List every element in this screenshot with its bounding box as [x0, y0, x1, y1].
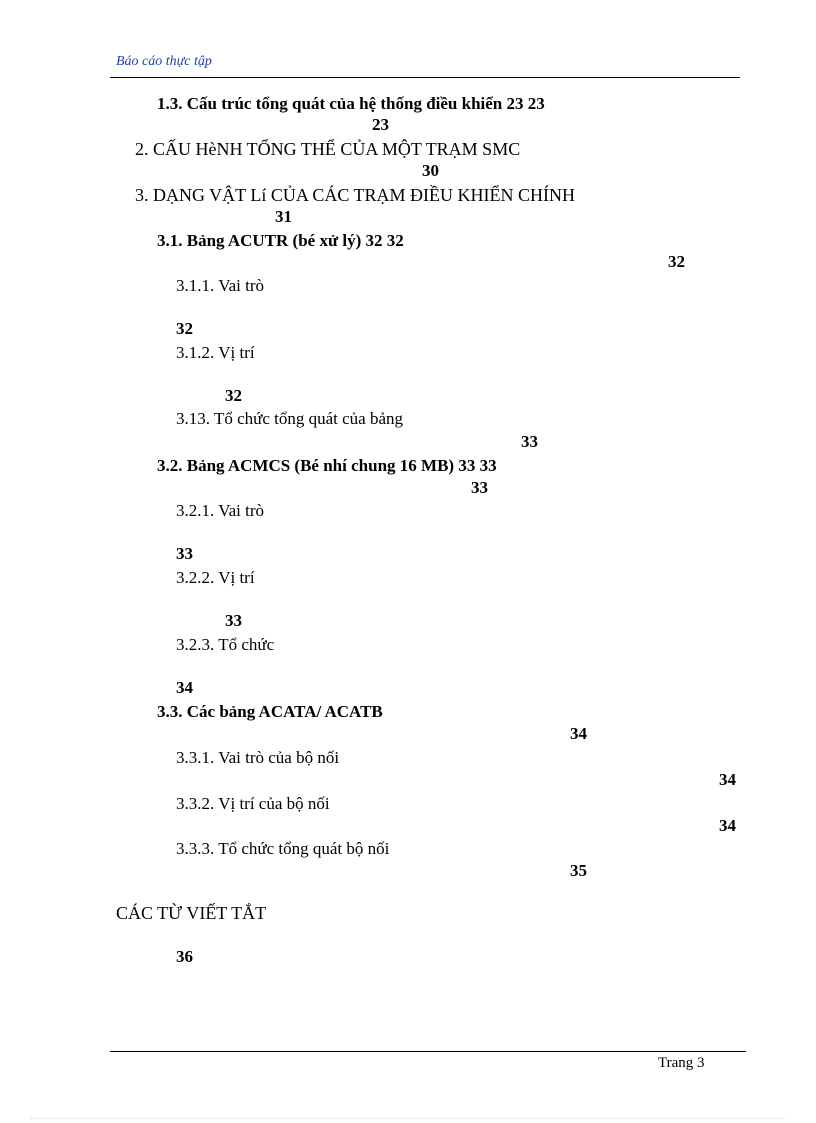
toc-entry: 3.2.1. Vai trò	[176, 501, 264, 520]
toc-entry: 2. CẤU HèNH TỔNG THỂ CỦA MỘT TRẠM SMC	[135, 139, 521, 159]
toc-entry: 3.2.2. Vị trí	[176, 568, 255, 587]
toc-entry: 3.13. Tổ chức tổng quát của bảng	[176, 409, 404, 428]
page-edge-divider	[30, 1118, 786, 1119]
footer-rule	[110, 1051, 746, 1052]
toc-page-number: 31	[275, 207, 292, 226]
toc-page-number: 34	[570, 724, 587, 743]
header-rule	[110, 77, 740, 78]
toc-entry: 3.3.2. Vị trí của bộ nối	[176, 794, 330, 813]
toc-page-number: 36	[176, 947, 193, 966]
toc-page-number: 33	[521, 432, 538, 451]
page-number-footer: Trang 3	[658, 1055, 705, 1071]
toc-entry: 3.3. Các bảng ACATA/ ACATB	[157, 702, 383, 721]
toc-page-number: 30	[422, 161, 439, 180]
toc-entry: 3.3.3. Tổ chức tổng quát bộ nối	[176, 839, 390, 858]
toc-page-number: 34	[719, 816, 736, 835]
document-header-title: Báo cáo thực tập	[116, 54, 212, 69]
toc-page-number: 23	[372, 115, 389, 134]
toc-page-number: 32	[176, 319, 193, 338]
toc-page-number: 33	[176, 544, 193, 563]
toc-entry: 3. DẠNG VẬT Lí CỦA CÁC TRẠM ĐIỀU KHIỂN CHÍNH	[135, 185, 576, 205]
toc-entry: 3.1. Bảng ACUTR (bé xử lý) 32 32	[157, 231, 404, 250]
toc-entry: CÁC TỪ VIẾT TẮT	[116, 903, 267, 923]
toc-page-number: 32	[668, 252, 685, 271]
toc-page-number: 33	[471, 478, 488, 497]
toc-entry: 3.2.3. Tổ chức	[176, 635, 275, 654]
toc-entry: 3.2. Bảng ACMCS (Bé nhí chung 16 MB) 33 33	[157, 456, 497, 475]
toc-page-number: 32	[225, 386, 242, 405]
toc-page-number: 33	[225, 611, 242, 630]
toc-entry: 3.3.1. Vai trò của bộ nối	[176, 748, 340, 767]
toc-page-number: 35	[570, 861, 587, 880]
toc-entry: 3.1.1. Vai trò	[176, 276, 264, 295]
toc-page-number: 34	[176, 678, 193, 697]
toc-entry: 3.1.2. Vị trí	[176, 343, 255, 362]
toc-page-number: 34	[719, 770, 736, 789]
toc-entry: 1.3. Cấu trúc tổng quát của hệ thống điều khiển 23 23	[157, 94, 545, 113]
